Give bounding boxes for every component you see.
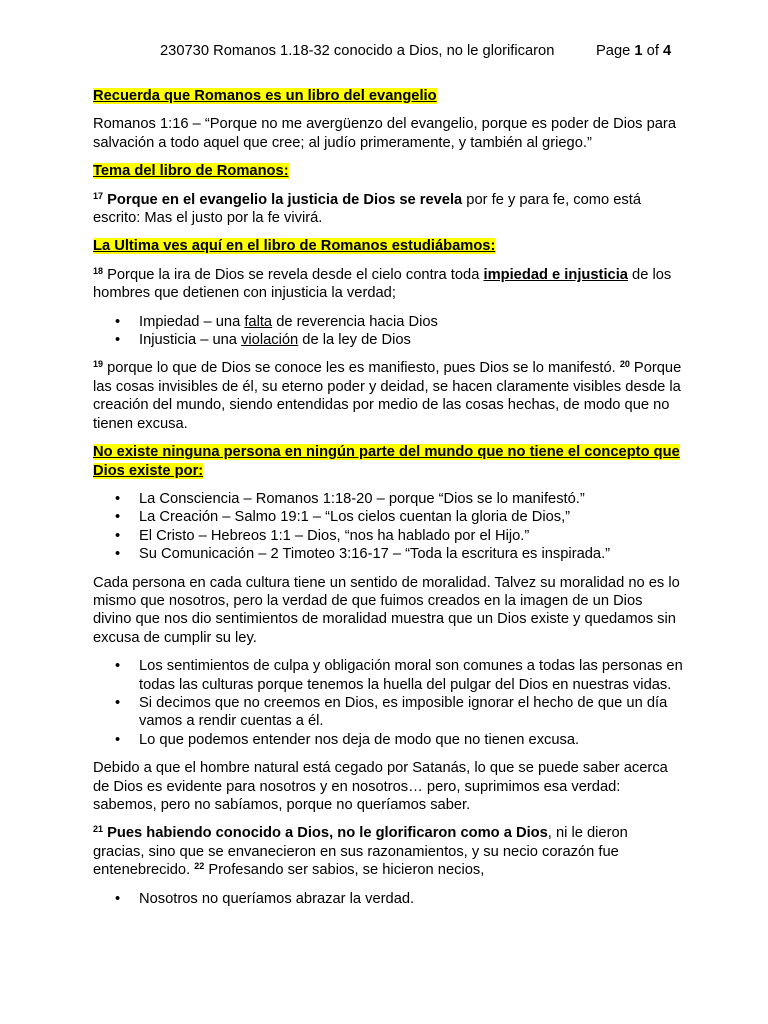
truth-list bbox=[93, 890, 683, 908]
list-item: • Injusticia – una violación de la ley de Dios bbox=[93, 331, 683, 349]
paragraph-satanas: Debido a que el hombre natural está cegado por Satanás, lo que se puede saber acerca de Dios es evidente para nosotros y en nosotros… pero, suprimimos esa verdad: sabemos, pero no sabíamos, porque no queríamos saber. bbox=[93, 760, 668, 813]
paragraph-moralidad: Cada persona en cada cultura tiene un sentido de moralidad. Talvez su moralidad no es lo mismo que nosotros, pero la verdad de que fuimos creados en la imagen de un Dios divino que nos dio sentimientos de moralidad muestra que un Dios existe y quedamos sin excusa de cumplir su ley. bbox=[93, 574, 680, 646]
verse-number: 18 bbox=[93, 265, 104, 276]
heading-ultima-ves: La Ultima ves aquí en el libro de Romanos estudiábamos: bbox=[93, 238, 496, 255]
verse-number: 21 bbox=[93, 824, 104, 835]
verse-number: 20 bbox=[619, 359, 630, 370]
evidence-list bbox=[93, 490, 683, 564]
list-item: • Si decimos que no creemos en Dios, es imposible ignorar el hecho de que un día vamos a rendir cuentas a él. bbox=[93, 694, 683, 731]
moral-list bbox=[93, 657, 683, 749]
paragraph-romanos-1-16: Romanos 1:16 – “Porque no me avergüenzo del evangelio, porque es poder de Dios para salvación a todo aquel que cree; al judío primeramente, y también al griego.” bbox=[93, 116, 676, 151]
list-item: • Lo que podemos entender nos deja de modo que no tienen excusa. bbox=[93, 731, 683, 749]
list-item: • Impiedad – una falta de reverencia hacia Dios bbox=[93, 313, 683, 331]
header-title: 230730 Romanos 1.18-32 conocido a Dios, no le glorificaron bbox=[160, 43, 555, 59]
verse-17: $^{17}$ Porque en el evangelio la justicia de Dios se revela por fe y para fe, como está escrito: Mas el justo por la fe vivirá. bbox=[93, 190, 642, 227]
verse-18: $^{18}$ Porque la ira de Dios se revela desde el cielo contra toda impiedad e injusticia de los hombres que detienen con injusticia la verdad; bbox=[93, 265, 672, 302]
verse-number: 22 bbox=[194, 861, 205, 872]
list-item: • La Creación – Salmo 19:1 – “Los cielos cuentan la gloria de Dios,” bbox=[93, 508, 683, 526]
definitions-list bbox=[93, 313, 683, 350]
list-item: • El Cristo – Hebreos 1:1 – Dios, “nos ha hablado por el Hijo.” bbox=[93, 527, 683, 545]
list-item: • Su Comunicación – 2 Timoteo 3:16-17 – “Toda la escritura es inspirada.” bbox=[93, 545, 683, 563]
heading-no-existe: No existe ninguna persona en ningún parte del mundo que no tiene el concepto que Dios existe por: bbox=[93, 444, 680, 479]
document-body bbox=[93, 87, 683, 918]
list-item: • La Consciencia – Romanos 1:18-20 – porque “Dios se lo manifestó.” bbox=[93, 490, 683, 508]
heading-tema: Tema del libro de Romanos: bbox=[93, 163, 289, 180]
verses-19-20: $^{19}$ porque lo que de Dios se conoce les es manifiesto, pues Dios se lo manifestó. $^{20}$ Porque las cosas invisibles de él, su eterno poder y deidad, se hacen claramente visibles desde la creación del mundo, siendo entendidas por medio de las cosas hechas, de modo que no tienen excusa. bbox=[93, 359, 682, 432]
verse-number: 17 bbox=[93, 190, 104, 201]
verse-number: 19 bbox=[93, 359, 104, 370]
list-item: • Nosotros no queríamos abrazar la verdad. bbox=[93, 890, 683, 908]
heading-evangelio: Recuerda que Romanos es un libro del evangelio bbox=[93, 88, 437, 104]
list-item: • Los sentimientos de culpa y obligación moral son comunes a todas las personas en todas las culturas porque tenemos la huella del pulgar del Dios en nuestras vidas. bbox=[93, 657, 683, 694]
page-number: Page 1 of 4 bbox=[596, 43, 672, 59]
verses-21-22: $^{21}$ Pues habiendo conocido a Dios, no le glorificaron como a Dios, ni le dieron gracias, sino que se envanecieron en sus razonamientos, y su necio corazón fue entenebrecido. $^{22}$ Profesando ser sabios, se hicieron necios, bbox=[93, 824, 628, 879]
